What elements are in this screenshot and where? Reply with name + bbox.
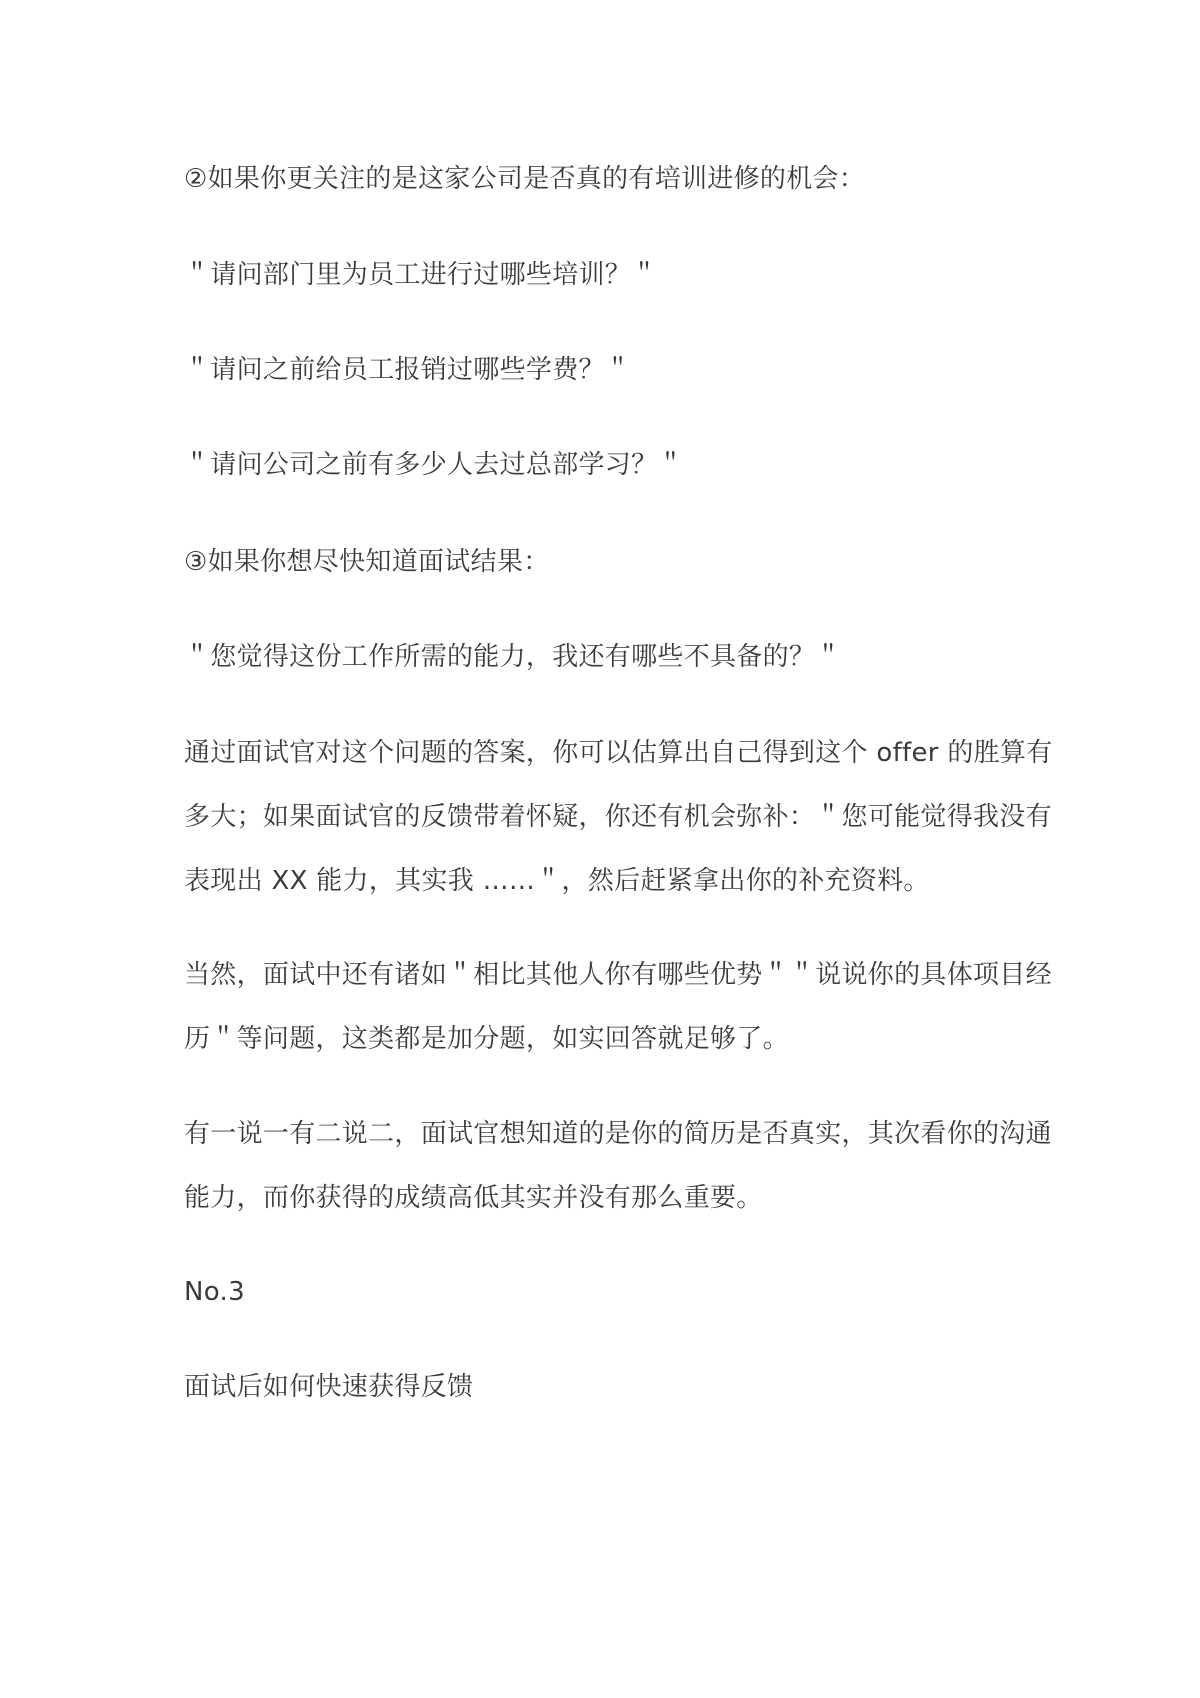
paragraph-offer-line-1: 通过面试官对这个问题的答案，你可以估算出自己得到这个 offer 的胜算有 bbox=[184, 738, 1053, 768]
paragraph-training-intro: ②如果你更关注的是这家公司是否真的有培训进修的机会： bbox=[184, 164, 866, 194]
section-heading: 面试后如何快速获得反馈 bbox=[184, 1372, 474, 1402]
paragraph-honesty-line-2: 能力，而你获得的成绩高低其实并没有那么重要。 bbox=[184, 1183, 763, 1213]
section-number: No.3 bbox=[184, 1277, 245, 1307]
paragraph-honesty-line-1: 有一说一有二说二，面试官想知道的是你的简历是否真实，其次看你的沟通 bbox=[184, 1119, 1052, 1149]
paragraph-bonus-line-2: 历＂等问题，这类都是加分题，如实回答就足够了。 bbox=[184, 1024, 789, 1054]
quote-training-question-1: ＂请问部门里为员工进行过哪些培训？＂ bbox=[184, 260, 658, 290]
paragraph-offer-line-3: 表现出 XX 能力，其实我 ……＂，然后赶紧拿出你的补充资料。 bbox=[184, 866, 930, 896]
quote-result-question: ＂您觉得这份工作所需的能力，我还有哪些不具备的？＂ bbox=[184, 642, 842, 672]
quote-training-question-3: ＂请问公司之前有多少人去过总部学习？＂ bbox=[184, 450, 684, 480]
quote-training-question-2: ＂请问之前给员工报销过哪些学费？＂ bbox=[184, 355, 632, 385]
paragraph-bonus-line-1: 当然，面试中还有诸如＂相比其他人你有哪些优势＂＂说说你的具体项目经 bbox=[184, 960, 1052, 990]
paragraph-offer-line-2: 多大；如果面试官的反馈带着怀疑，你还有机会弥补：＂您可能觉得我没有 bbox=[184, 802, 1052, 832]
paragraph-result-intro: ③如果你想尽快知道面试结果： bbox=[184, 547, 550, 577]
